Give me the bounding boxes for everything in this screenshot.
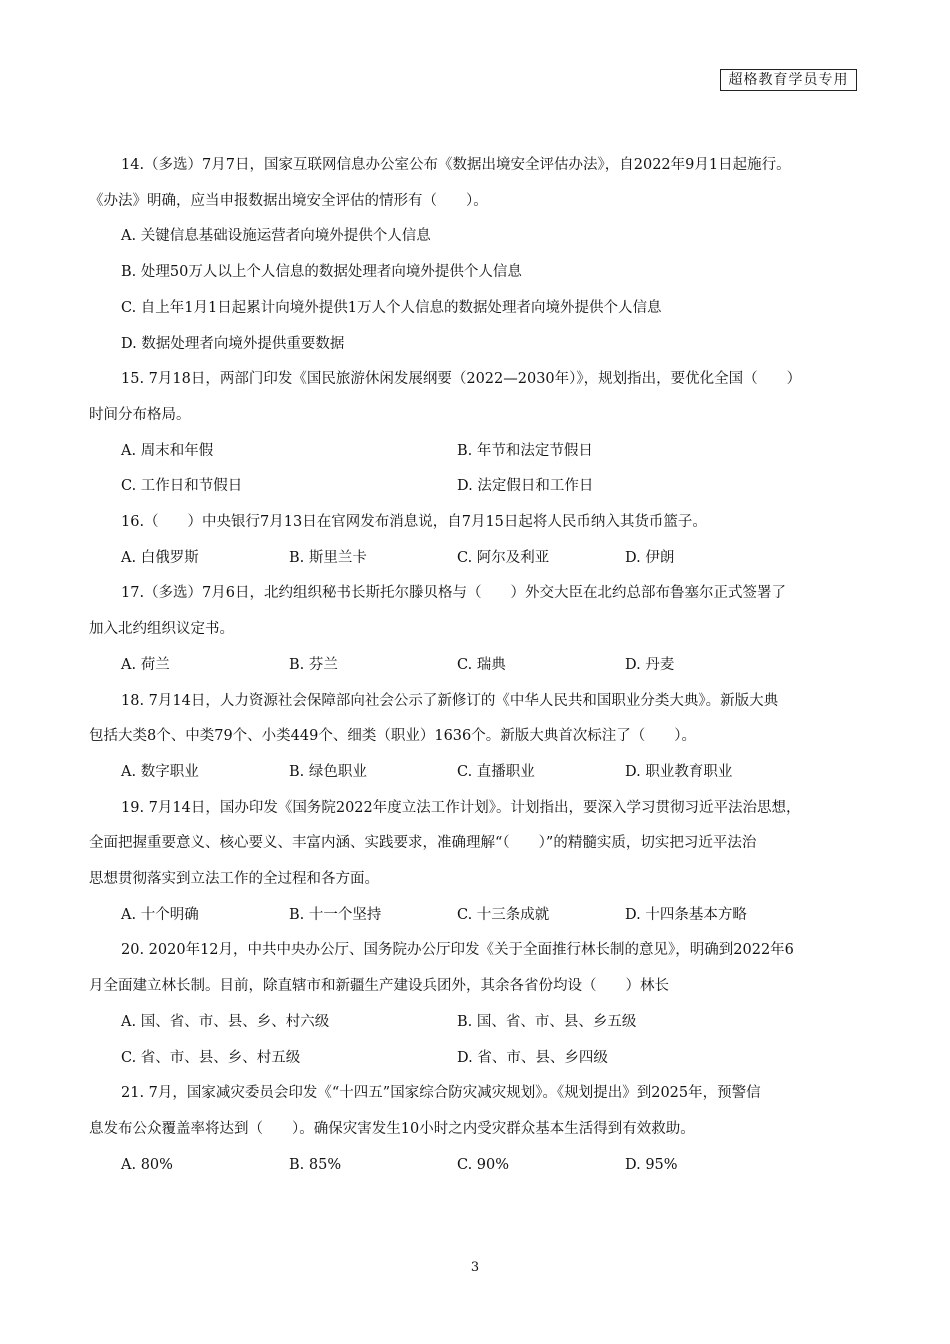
- question-18-stem-line-2: 包括大类8个、中类79个、小类449个、细类（职业）1636个。新版大典首次标注了（ ）。: [89, 728, 697, 745]
- question-20-option-a: A. 国、省、市、县、乡、村六级: [121, 1013, 330, 1030]
- question-17-options-row: [89, 648, 861, 684]
- question-14-option-b: B. 处理50万人以上个人信息的数据处理者向境外提供个人信息: [121, 264, 522, 281]
- question-18-stem-line-1: 18. 7月14日，人力资源社会保障部向社会公示了新修订的《中华人民共和国职业分类大典》。新版大典: [121, 692, 779, 709]
- question-15-option-a: A. 周末和年假: [121, 442, 214, 459]
- question-16-option-b: B. 斯里兰卡: [289, 549, 367, 566]
- question-18-option-d: D. 职业教育职业: [625, 763, 733, 780]
- question-15-stem-line-1: 15. 7月18日，两部门印发《国民旅游休闲发展纲要（2022—2030年）》，规划指出，要优化全国（ ）: [121, 371, 802, 388]
- question-16: [89, 505, 861, 576]
- question-14-option-c: C. 自上年1月1日起累计向境外提供1万人个人信息的数据处理者向境外提供个人信息: [121, 299, 662, 316]
- question-20-options-row-2: [89, 1041, 861, 1077]
- question-18: [89, 684, 861, 791]
- watermark-stamp: 超格教育学员专用: [720, 69, 857, 91]
- question-14-stem-line-1: 14.（多选）7月7日，国家互联网信息办公室公布《数据出境安全评估办法》，自2022年9月1日起施行。: [121, 157, 791, 173]
- question-20-options-row-1: [89, 1005, 861, 1041]
- question-17-stem-line-1: 17.（多选）7月6日，北约组织秘书长斯托尔滕贝格与（ ）外交大臣在北约总部布鲁塞尔正式签署了: [121, 585, 787, 602]
- question-17-option-a: A. 荷兰: [121, 656, 170, 673]
- question-21-option-c: C. 90%: [457, 1156, 510, 1173]
- question-21-stem-line-1: 21. 7月，国家减灾委员会印发《“十四五”国家综合防灾减灾规划》。《规划提出》到2025年，预警信: [121, 1085, 761, 1102]
- question-19-options-row: [89, 898, 861, 934]
- question-21-option-b: B. 85%: [289, 1156, 342, 1173]
- question-16-options-row: [89, 541, 861, 577]
- question-16-stem-line-1: 16.（ ）中央银行7月13日在官网发布消息说，自7月15日起将人民币纳入其货币篮子。: [121, 514, 707, 531]
- question-19-option-b: B. 十一个坚持: [289, 906, 382, 923]
- question-18-options-row: [89, 755, 861, 791]
- question-21: [89, 1076, 861, 1183]
- question-17-stem-line-2: 加入北约组织议定书。: [89, 621, 234, 638]
- question-15: [89, 362, 861, 505]
- question-17-option-c: C. 瑞典: [457, 656, 506, 673]
- question-14: [89, 148, 861, 362]
- question-17-option-b: B. 芬兰: [289, 656, 338, 673]
- question-19-option-d: D. 十四条基本方略: [625, 906, 747, 923]
- question-21-option-d: D. 95%: [625, 1156, 678, 1173]
- question-15-options-row-2: [89, 469, 861, 505]
- question-21-options-row: [89, 1148, 861, 1184]
- question-17-option-d: D. 丹麦: [625, 656, 675, 673]
- question-20-stem-line-1: 20. 2020年12月，中共中央办公厅、国务院办公厅印发《关于全面推行林长制的意见》，明确到2022年6: [121, 942, 794, 959]
- question-16-option-d: D. 伊朗: [625, 549, 675, 566]
- question-15-option-b: B. 年节和法定节假日: [457, 442, 593, 459]
- question-19-stem-line-2: 全面把握重要意义、核心要义、丰富内涵、实践要求，准确理解“（ ）”的精髓实质，切实把习近平法治: [89, 835, 757, 852]
- question-20-stem-line-2: 月全面建立林长制。目前，除直辖市和新疆生产建设兵团外，其余各省份均设（ ）林长: [89, 978, 669, 995]
- question-15-option-d: D. 法定假日和工作日: [457, 478, 594, 495]
- question-20: [89, 933, 861, 1076]
- question-16-option-a: A. 白俄罗斯: [121, 549, 199, 566]
- question-15-option-c: C. 工作日和节假日: [121, 478, 243, 495]
- question-14-option-d: D. 数据处理者向境外提供重要数据: [121, 335, 345, 352]
- question-19-stem-line-1: 19. 7月14日，国办印发《国务院2022年度立法工作计划》。计划指出，要深入学习贯彻习近平法治思想，: [121, 799, 801, 816]
- question-21-stem-line-2: 息发布公众覆盖率将达到（ ）。确保灾害发生10小时之内受灾群众基本生活得到有效救助。: [89, 1120, 695, 1137]
- question-15-stem-line-2: 时间分布格局。: [89, 406, 191, 423]
- question-21-option-a: A. 80%: [121, 1156, 173, 1173]
- question-20-option-b: B. 国、省、市、县、乡五级: [457, 1013, 637, 1030]
- question-19-stem-line-3: 思想贯彻落实到立法工作的全过程和各方面。: [89, 871, 379, 888]
- question-19: [89, 791, 861, 934]
- question-14-stem-line-2: 《办法》明确，应当申报数据出境安全评估的情形有（ ）。: [89, 192, 488, 209]
- question-20-option-c: C. 省、市、县、乡、村五级: [121, 1049, 301, 1066]
- question-20-option-d: D. 省、市、县、乡四级: [457, 1049, 608, 1066]
- page-number: 3: [470, 1260, 480, 1275]
- question-18-option-c: C. 直播职业: [457, 763, 535, 780]
- question-17: [89, 576, 861, 683]
- question-18-option-a: A. 数字职业: [121, 763, 199, 780]
- question-18-option-b: B. 绿色职业: [289, 763, 367, 780]
- question-19-option-a: A. 十个明确: [121, 906, 199, 923]
- question-16-option-c: C. 阿尔及利亚: [457, 549, 550, 566]
- question-list: [89, 148, 861, 1183]
- question-19-option-c: C. 十三条成就: [457, 906, 550, 923]
- question-14-option-a: A. 关键信息基础设施运营者向境外提供个人信息: [121, 228, 431, 245]
- question-15-options-row-1: [89, 434, 861, 470]
